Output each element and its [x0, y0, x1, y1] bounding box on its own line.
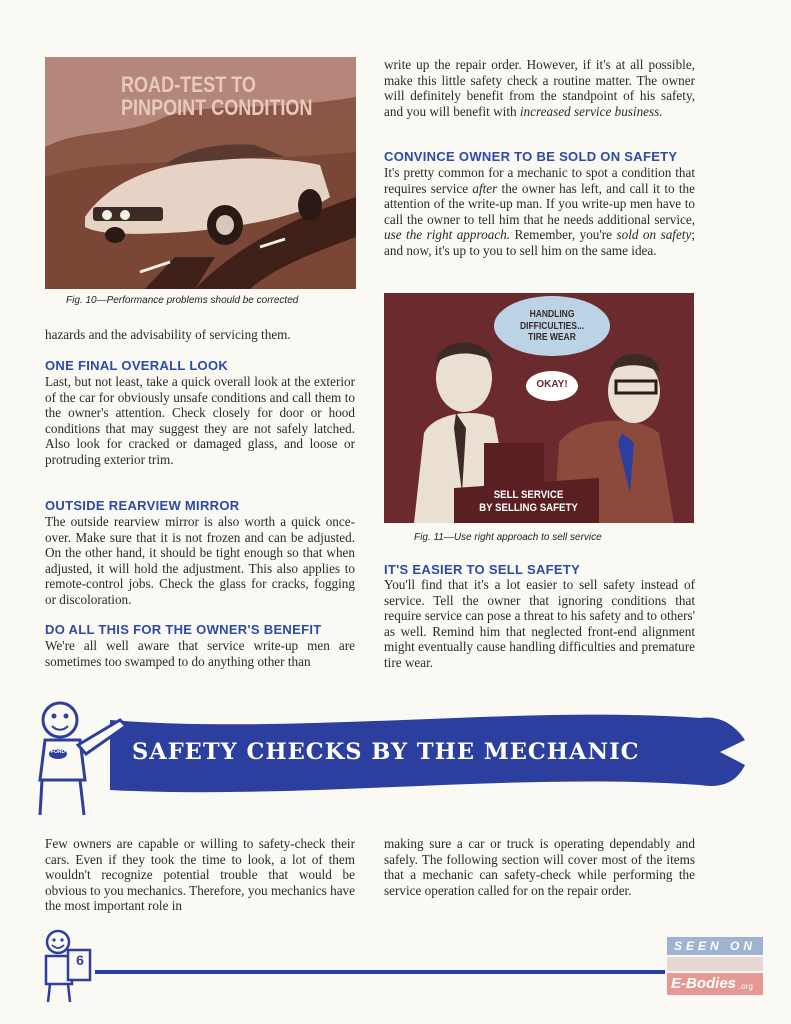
- bubble1-line3: TIRE WEAR: [528, 332, 576, 343]
- heading-outside-rearview-mirror: OUTSIDE REARVIEW MIRROR: [45, 498, 240, 513]
- seen-on-ebodies-watermark: [667, 937, 763, 997]
- speech-bubble-handling: [510, 309, 595, 344]
- sell-safety-sign-line2: BY SELLING SAFETY: [479, 502, 578, 514]
- heading-easier-to-sell-safety: IT'S EASIER TO SELL SAFETY: [384, 562, 581, 577]
- watermark-seen-on: SEEN ON: [667, 937, 763, 955]
- convince-text-1: It's pretty common for a mechanic to spot a condition that requires service: [384, 165, 695, 196]
- convince-italic-3: sold on safety: [616, 227, 692, 243]
- intro-text-part: write up the repair order. However, if it's at all possible, make this little safety check a routine matter. The owner will definitely benefit from the standpoint of his safety, and you will benefit with: [384, 57, 695, 119]
- speech-bubble-okay: OKAY!: [536, 379, 568, 390]
- convince-text-3: Remember, you're: [510, 227, 617, 243]
- section-owners-benefit-text: We're all well aware that service write-up men are sometimes too swamped to do anything other than: [45, 638, 355, 669]
- footer-mascot-icon: [38, 928, 98, 1006]
- convince-text-2: the owner has left, and call it to the attention of the write-up man. If you write-up men have to call the owner to tell him that he needs additional service,: [384, 180, 695, 227]
- figure-11-caption: Fig. 11—Use right approach to sell service: [414, 532, 602, 543]
- figure-11-sell-safety: [384, 293, 694, 523]
- watermark-brand: E-Bodies: [671, 975, 737, 992]
- footer-mascot: [38, 928, 98, 1006]
- figure-10-road-test: [45, 57, 356, 289]
- bubble1-line1: HANDLING: [529, 309, 575, 320]
- convince-italic-1: after: [472, 180, 498, 196]
- section-convince-owner-text: [384, 165, 695, 259]
- banner-title: SAFETY CHECKS BY THE MECHANIC: [132, 739, 640, 765]
- road-test-sign-line2: PINPOINT CONDITION: [121, 95, 313, 120]
- watermark-car-strip: [667, 957, 763, 971]
- section-easier-to-sell-text: You'll find that it's a lot easier to sell safety instead of service. Tell the owner that ignoring conditions that require service can pose a threat to his safety and to others' as well. Remind him that neglected front-end alignment might eventually cause handling difficulties and premature tire wear.: [384, 577, 695, 670]
- section-rearview-mirror-text: The outside rearview mirror is also worth a quick once-over. Make sure that it is not frozen and can be adjusted. On the other hand, it should be tight enough so that when adjusted, it will hold the adjustment. This also applies to remote-control jobs. Check the glass for cracks, fogging or discoloration.: [45, 514, 355, 607]
- figure-10-caption: Fig. 10—Performance problems should be corrected: [66, 295, 299, 306]
- bottom-right-text: making sure a car or truck is operating dependably and safely. The following section will cover most of the items that a mechanic can safety-check while performing the service operation called for on the repair order.: [384, 836, 695, 898]
- hazards-text: hazards and the advisability of servicing them.: [45, 327, 291, 342]
- heading-owners-benefit: DO ALL THIS FOR THE OWNER'S BENEFIT: [45, 622, 322, 637]
- watermark-brand-box: [667, 973, 763, 995]
- heading-one-final-overall-look: ONE FINAL OVERALL LOOK: [45, 358, 229, 373]
- bubble1-line2: DIFFICULTIES...: [519, 320, 585, 332]
- intro-continued-text: [384, 57, 695, 119]
- convince-italic-2: use the right approach.: [384, 227, 511, 243]
- footer-rule: [95, 970, 665, 974]
- intro-text-italic: increased service business.: [519, 103, 663, 119]
- page-number: 6: [76, 952, 84, 968]
- sell-safety-sign: [474, 489, 584, 515]
- road-test-sign: [121, 73, 312, 119]
- watermark-suffix: .org: [739, 982, 753, 991]
- sell-safety-sign-line1: SELL SERVICE: [493, 489, 564, 501]
- mascot-badge: FORD: [51, 749, 66, 755]
- road-test-sign-line1: ROAD-TEST TO: [121, 72, 256, 97]
- heading-convince-owner: CONVINCE OWNER TO BE SOLD ON SAFETY: [384, 149, 678, 164]
- section-banner: [0, 690, 791, 820]
- section-one-final-look-text: Last, but not least, take a quick overall look at the exterior of the car for obviously unsafe conditions and call them to the owner's attention. Check closely for door or hood conditions that may suggest they are not safely latched. Also look for cracked or damaged glass, and loose or protruding exterior trim.: [45, 374, 355, 467]
- bottom-left-text: Few owners are capable or willing to safety-check their cars. Even if they took the time to look, a lot of them wouldn't recognize potential trouble that would be obvious to you mechanics. Therefore, you mechanics have the most important role in: [45, 836, 355, 914]
- convince-text-4: ; and now, it's up to you to sell him on the same idea.: [384, 227, 696, 258]
